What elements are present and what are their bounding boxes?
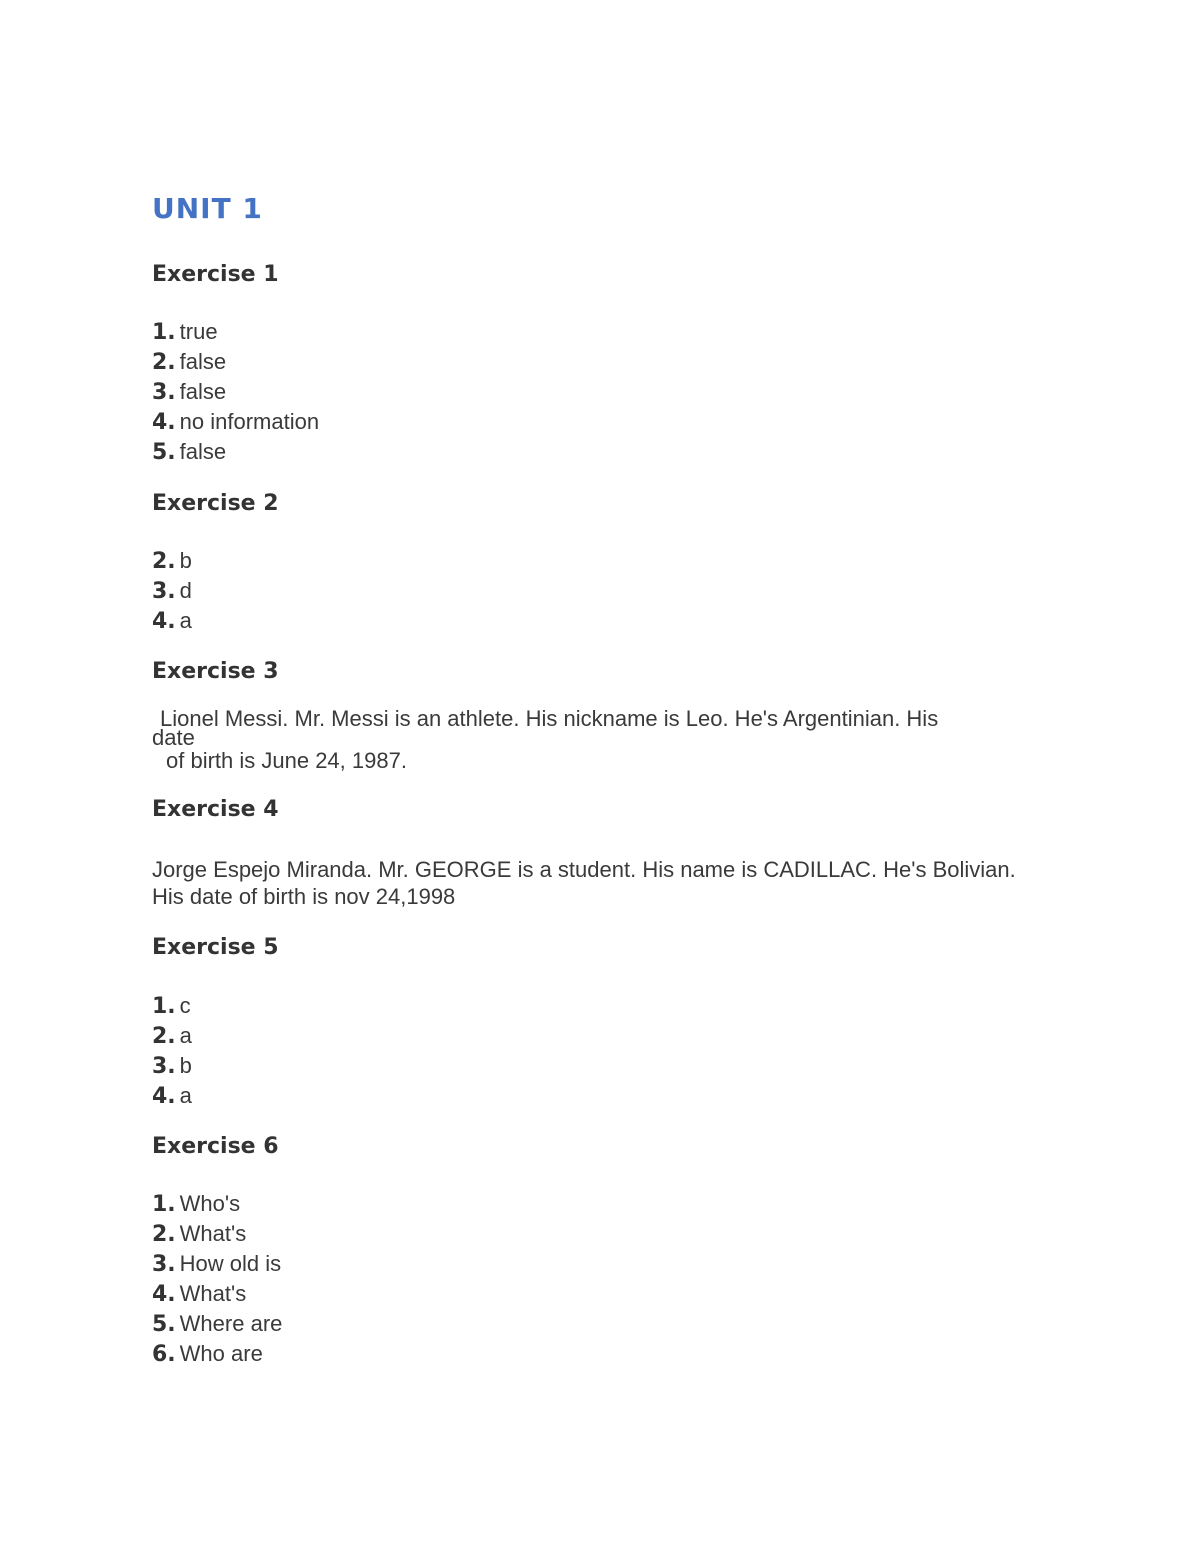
exercise-1-answers [152,317,319,467]
exercise-6-answers [152,1189,282,1369]
answer-text: true [179,319,218,344]
answer-text: false [179,349,227,374]
exercise-3-answer [152,706,1012,774]
list-item [152,1021,192,1051]
answer-number: 2. [152,1222,176,1247]
list-item [152,1339,282,1369]
answer-number: 1. [152,994,176,1019]
answer-number: 2. [152,350,176,375]
list-item [152,407,319,437]
exercise-3-heading: Exercise 3 [152,659,279,684]
unit-title: UNIT 1 [152,192,263,225]
answer-text: d [179,578,192,603]
exercise-1-heading: Exercise 1 [152,262,279,287]
answer-number: 1. [152,320,176,345]
exercise-4-answer: Jorge Espejo Miranda. Mr. GEORGE is a student. His name is CADILLAC. He's Bolivian. His date of birth is nov 24,1998 [152,857,1016,909]
answer-text: b [179,548,192,573]
answer-number: 1. [152,1192,176,1217]
answer-text-line: of birth is June 24, 1987. [166,748,407,773]
answer-text: a [179,608,192,633]
answer-text: What's [179,1281,247,1306]
exercise-5-heading: Exercise 5 [152,935,279,960]
answer-number: 4. [152,609,176,634]
answer-number: 4. [152,1084,176,1109]
answer-number: 4. [152,1282,176,1307]
answer-number: 5. [152,1312,176,1337]
list-item [152,991,192,1021]
list-item [152,1189,282,1219]
list-item [152,1309,282,1339]
exercise-2-heading: Exercise 2 [152,491,279,516]
list-item [152,377,319,407]
answer-number: 3. [152,380,176,405]
exercise-4-heading: Exercise 4 [152,797,279,822]
answer-text: How old is [179,1251,282,1276]
list-item [152,1279,282,1309]
list-item [152,606,192,636]
answer-number: 3. [152,1054,176,1079]
list-item [152,576,192,606]
answer-text: false [179,439,227,464]
answer-text: no information [179,409,320,434]
answer-number: 2. [152,1024,176,1049]
answer-text: c [179,993,191,1018]
answer-number: 3. [152,579,176,604]
list-item [152,1081,192,1111]
answer-text-line: Lionel Messi. Mr. Messi is an athlete. His nickname is Leo. He's Argentinian. His [160,706,939,731]
answer-text: a [179,1023,192,1048]
list-item [152,1219,282,1249]
answer-text: false [179,379,227,404]
answer-number: 2. [152,549,176,574]
list-item [152,347,319,377]
exercise-6-heading: Exercise 6 [152,1134,279,1159]
answer-number: 6. [152,1342,176,1367]
answer-text: Who are [179,1341,263,1366]
list-item [152,437,319,467]
list-item [152,1249,282,1279]
exercise-5-answers [152,991,192,1111]
exercise-2-answers [152,546,192,636]
answer-number: 5. [152,440,176,465]
answer-number: 4. [152,410,176,435]
answer-text-line: date [152,725,195,750]
list-item [152,546,192,576]
answer-text: b [179,1053,192,1078]
answer-text: Where are [179,1311,283,1336]
list-item [152,317,319,347]
list-item [152,1051,192,1081]
answer-text: a [179,1083,192,1108]
answer-text: Who's [179,1191,241,1216]
answer-number: 3. [152,1252,176,1277]
answer-text: What's [179,1221,247,1246]
